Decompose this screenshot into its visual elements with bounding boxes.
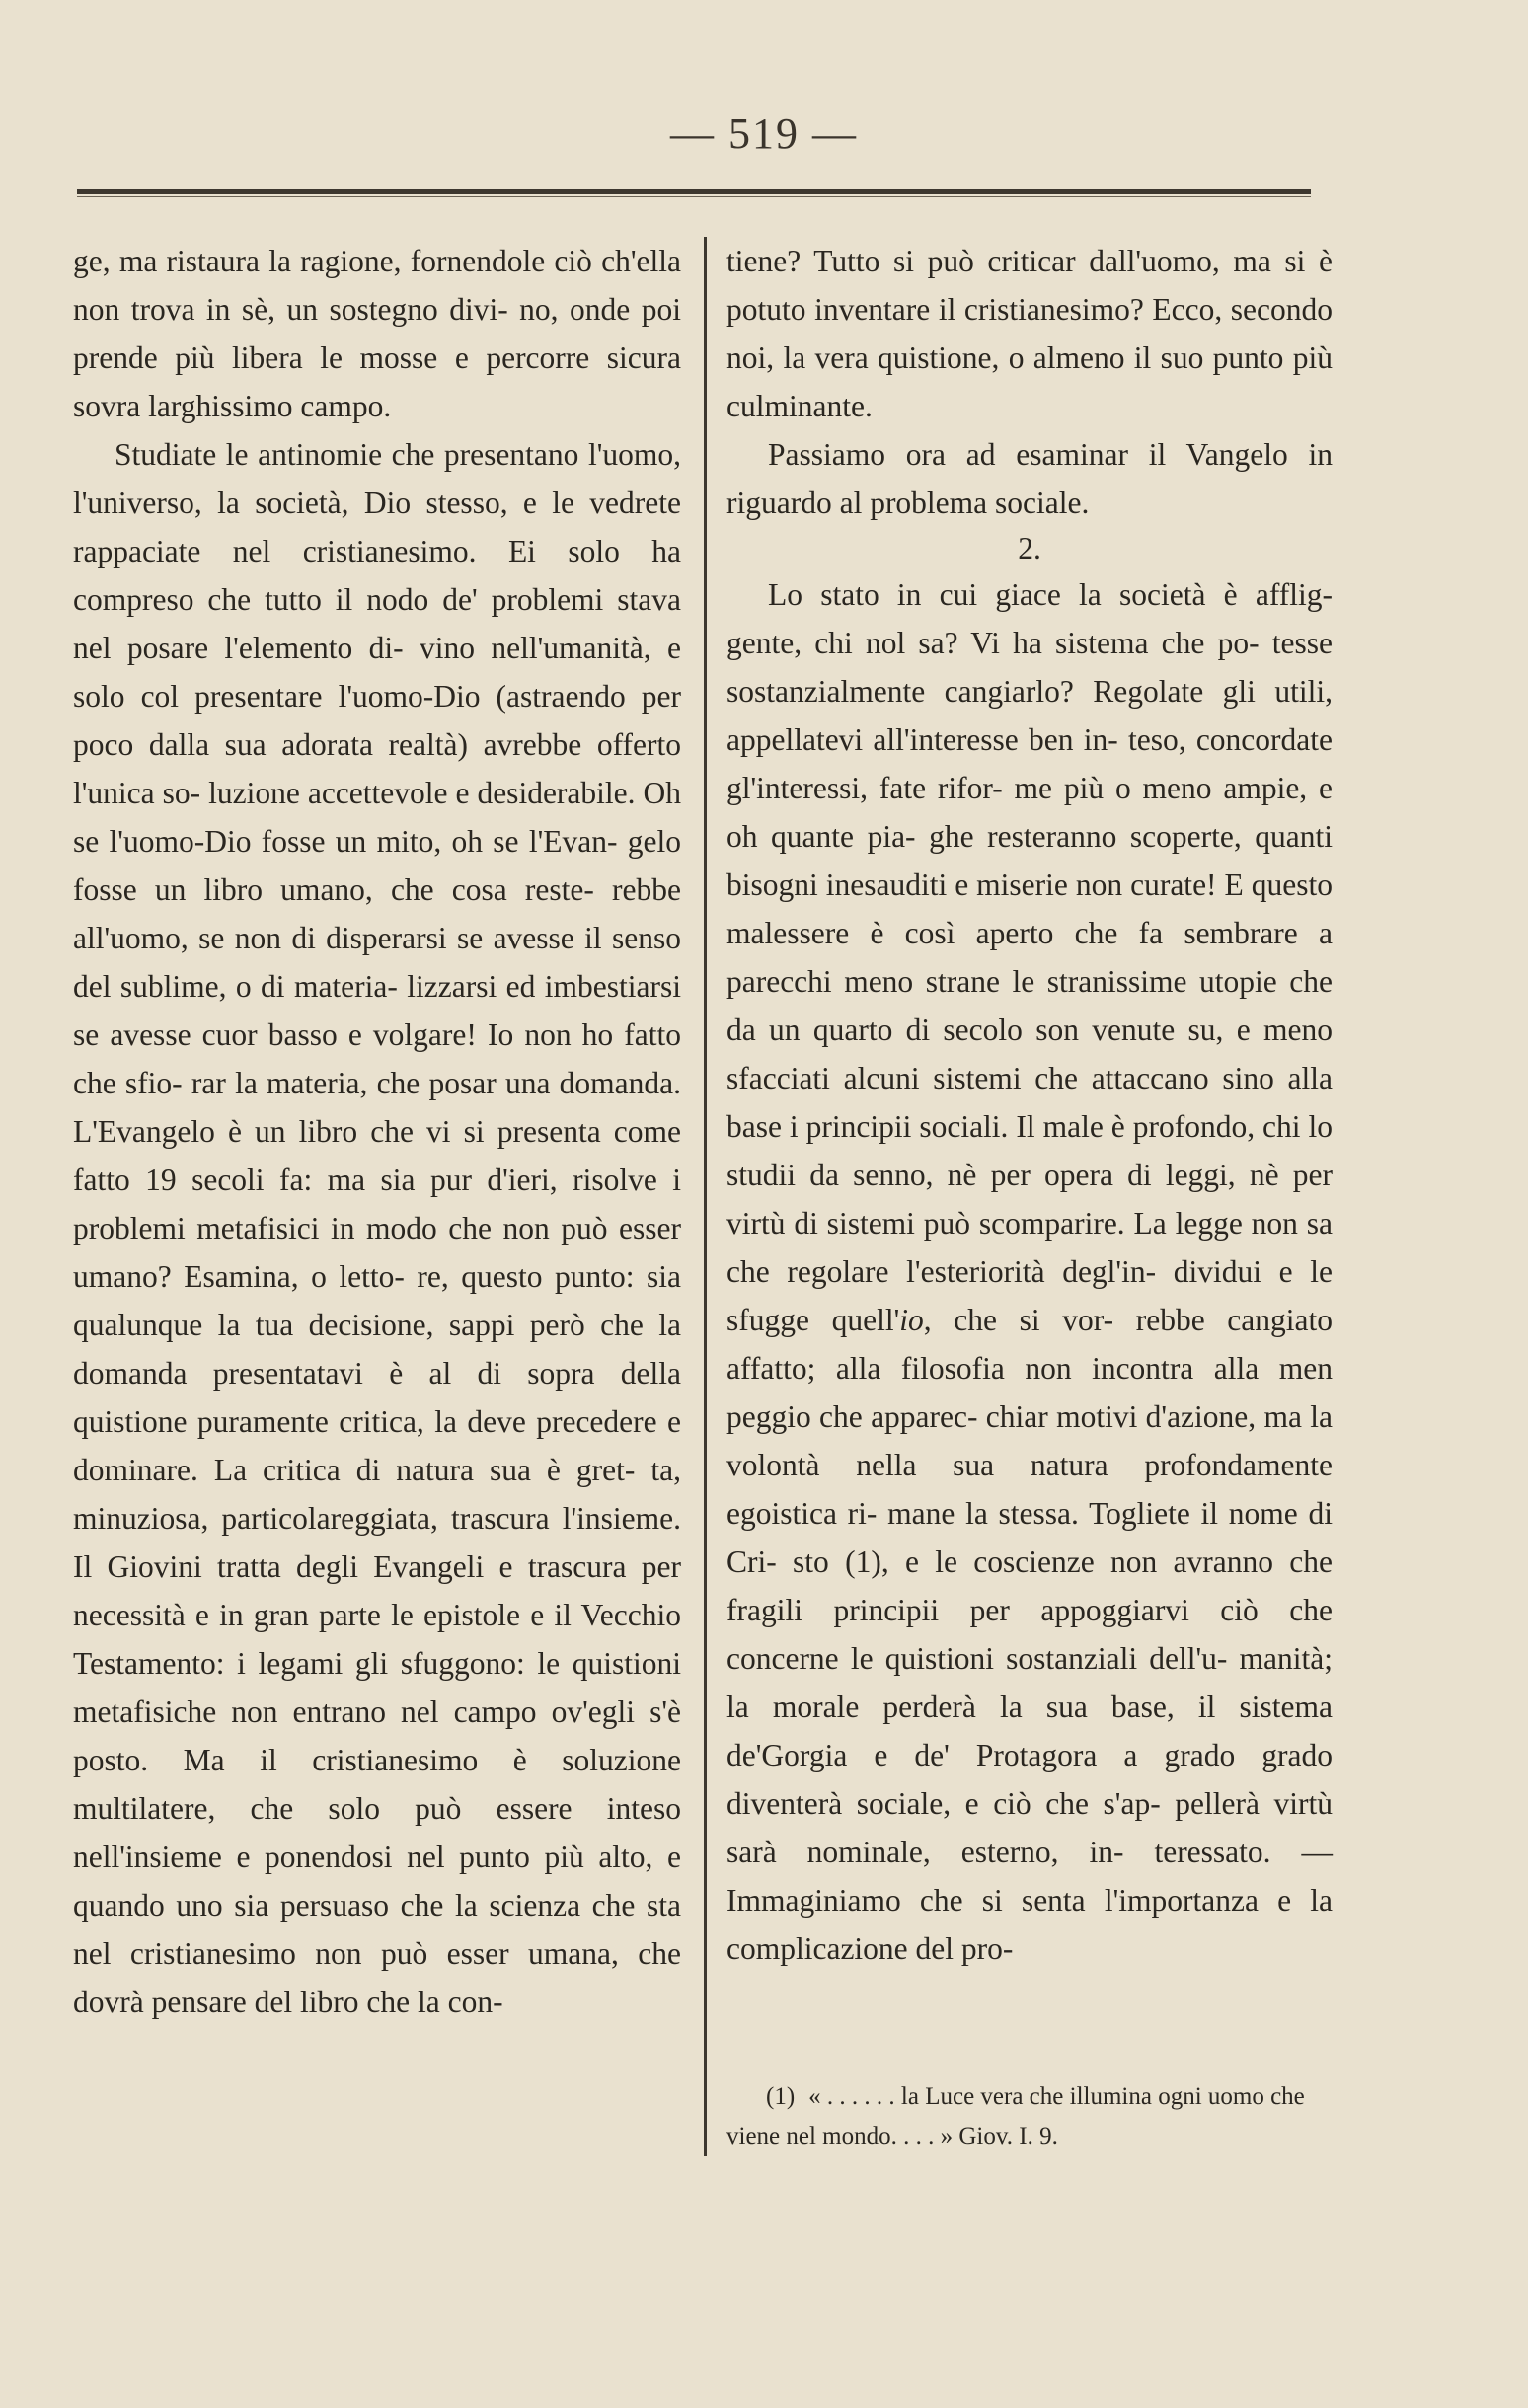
left-column xyxy=(73,237,681,2026)
right-paragraph-3 xyxy=(726,570,1333,1973)
header-rule xyxy=(77,189,1311,197)
paragraph-3-text-a: Lo stato in cui giace la società è afflig- gente, chi nol sa? Vi ha sistema che po- tesse sostanzialmente cangiarlo? Regolate gli utili, appellatevi all'interesse ben in- teso, concordate gl'interessi, fate rifor- me più o meno ampie, e oh quante pia- ghe resteranno scoperte, quanti bisogni inesauditi e miserie non curate! E questo malessere è così aperto che fa sembrare a parecchi meno strane le stranissime utopie che da un quarto di secolo son venute su, e meno sfacciati alcuni sistemi che attaccano sino alla base i principii sociali. Il male è profondo, chi lo studii da senno, nè per opera di leggi, nè per virtù di sistemi può scomparire. La legge non sa che regolare l'esteriorità degl'in- dividui e le sfugge quell' xyxy=(726,577,1333,1337)
left-paragraph-2: Studiate le antinomie che presentano l'uomo, l'universo, la società, Dio stesso, e le vedrete rappaciate nel cristianesimo. Ei solo ha compreso che tutto il nodo de' problemi stava nel posare l'elemento di- vino nell'umanità, e solo col presentare l'uomo-Dio (astraendo per poco dalla sua adorata realtà) avrebbe offerto l'unica so- luzione accettevole e desiderabile. Oh se l'uomo-Dio fosse un mito, oh se l'Evan- gelo fosse un libro umano, che cosa reste- rebbe all'uomo, se non di disperarsi se avesse il senso del sublime, o di materia- lizzarsi ed imbestiarsi se avesse cuor basso e volgare! Io non ho fatto che sfio- rar la materia, che posar una domanda. L'Evangelo è un libro che vi si presenta come fatto 19 secoli fa: ma sia pur d'ieri, risolve i problemi metafisici in modo che non può esser umano? Esamina, o letto- re, questo punto: sia qualunque la tua decisione, sappi però che la domanda presentatavi è al di sopra della quistione puramente critica, la deve precedere e dominare. La critica di natura sua è gret- ta, minuziosa, particolareggiata, trascura l'insieme. Il Giovini tratta degli Evangeli e trascura per necessità e in gran parte le epistole e il Vecchio Testamento: i legami gli sfuggono: le quistioni metafisiche non entrano nel campo ov'egli s'è posto. Ma il cristianesimo è soluzione multilatere, che solo può essere inteso nell'insieme e ponendosi nel punto più alto, e quando uno sia persuaso che la scienza che sta nel cristianesimo non può esser umana, che dovrà pensare del libro che la con- xyxy=(73,437,681,2019)
footnote-marker: (1) xyxy=(766,2083,796,2110)
footnote xyxy=(726,2077,1333,2156)
right-column xyxy=(726,237,1333,1973)
paragraph-3-text-b: , che si vor- rebbe cangiato affatto; alla filosofia non incontra alla men peggio che apparec- chiar motivi d'azione, ma la volontà nella sua natura profondamente egoistica ri- mane la stessa. Togliete il nome di Cri- sto (1), e le coscienze non avranno che fragili principii per appoggiarvi ciò che concerne le quistioni sostanziali dell'u- manità; la morale perderà la sua base, il sistema de'Gorgia e de' Protagora a grado grado diventerà sociale, e ciò che s'ap- pellerà virtù sarà nominale, esterno, in- teressato. — Immaginiamo che si senta l'importanza e la complicazione del pro- xyxy=(726,1303,1333,1966)
page-number: — 519 — xyxy=(670,110,858,158)
footnote-text: « . . . . . . la Luce vera che illumina ogni uomo che viene nel mondo. . . . » Giov. I. 9. xyxy=(726,2083,1305,2149)
left-paragraph-1: ge, ma ristaura la ragione, fornendole ciò ch'ella non trova in sè, un sostegno divi- no, onde poi prende più libera le mosse e percorre sicura sovra larghissimo campo. xyxy=(73,244,681,423)
column-divider xyxy=(704,237,707,2156)
right-paragraph-1: tiene? Tutto si può criticar dall'uomo, ma si è potuto inventare il cristianesimo? Ecco, secondo noi, la vera quistione, o almeno il suo punto più culminante. xyxy=(726,244,1333,423)
section-number: 2. xyxy=(1018,531,1041,565)
paragraph-3-italic-io: io xyxy=(899,1303,924,1337)
right-paragraph-2: Passiamo ora ad esaminar il Vangelo in riguardo al problema sociale. xyxy=(726,437,1333,520)
